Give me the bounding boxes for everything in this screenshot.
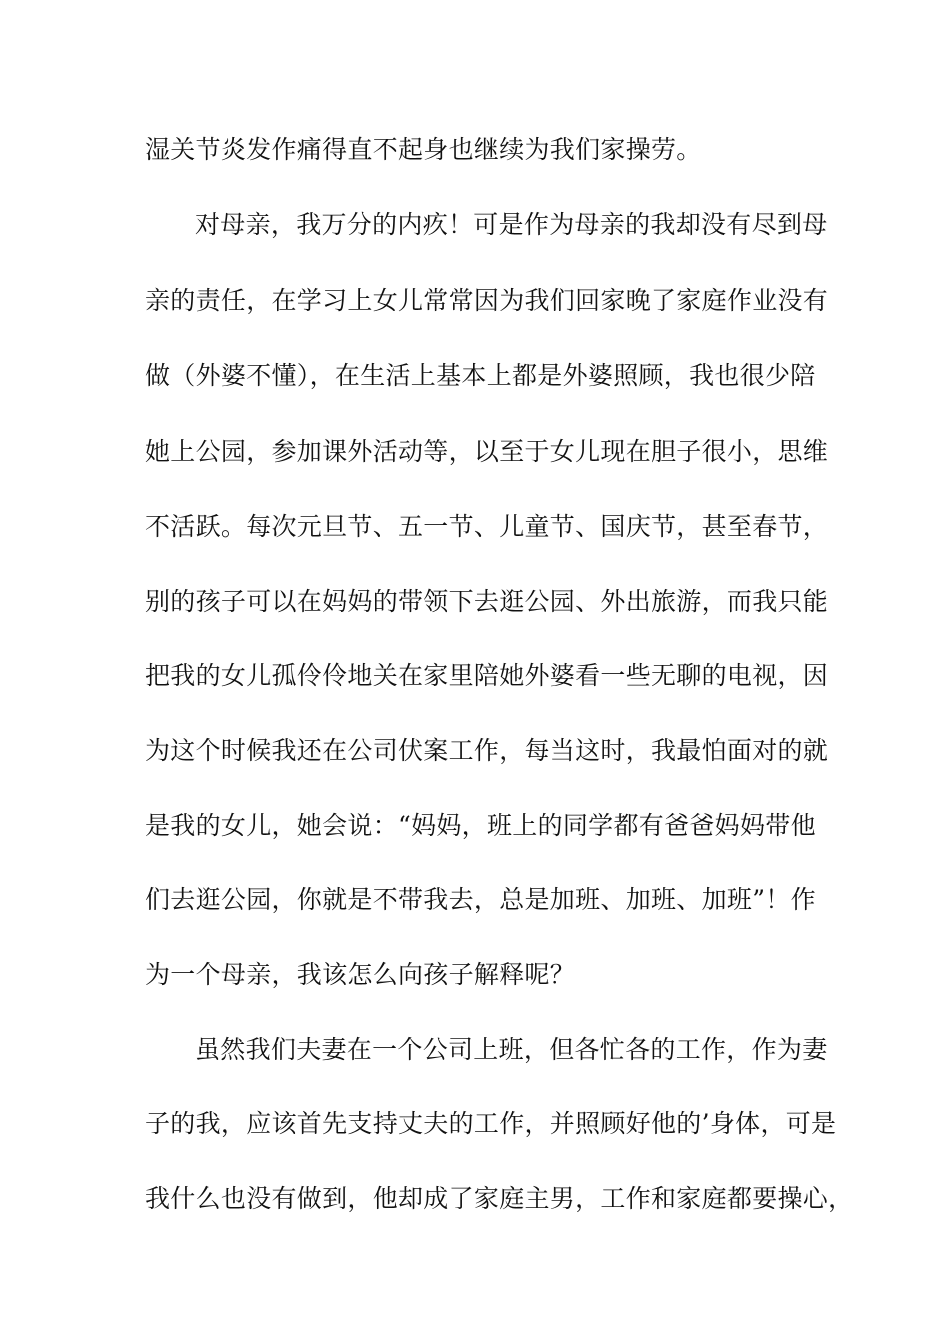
text-line: 把我的女儿孤伶伶地关在家里陪她外婆看一些无聊的电视，因 — [145, 661, 829, 690]
text-line: 我什么也没有做到，他却成了家庭主男，工作和家庭都要操心， — [145, 1184, 854, 1213]
text-line: 为一个母亲，我该怎么向孩子解释呢？ — [145, 960, 576, 989]
text-line: 她上公园，参加课外活动等，以至于女儿现在胆子很小，思维 — [145, 437, 829, 466]
text-line: 不活跃。每次元旦节、五一节、儿童节、国庆节，甚至春节， — [145, 512, 829, 541]
text-line: 湿关节炎发作痛得直不起身也继续为我们家操劳。 — [145, 135, 702, 164]
text-line: 子的我，应该首先支持丈夫的工作，并照顾好他的’身体，可是 — [145, 1109, 837, 1138]
text-line: 虽然我们夫妻在一个公司上班，但各忙各的工作，作为妻 — [195, 1035, 828, 1064]
text-line: 对母亲，我万分的内疚！可是作为母亲的我却没有尽到母 — [195, 210, 828, 239]
text-line: 们去逛公园，你就是不带我去，总是加班、加班、加班”！作 — [145, 885, 816, 914]
text-line: 是我的女儿，她会说：“妈妈，班上的同学都有爸爸妈妈带他 — [145, 811, 816, 840]
text-line: 亲的责任，在学习上女儿常常因为我们回家晚了家庭作业没有 — [145, 286, 829, 315]
text-line: 别的孩子可以在妈妈的带领下去逛公园、外出旅游，而我只能 — [145, 587, 829, 616]
text-line: 做（外婆不懂），在生活上基本上都是外婆照顾，我也很少陪 — [145, 361, 816, 390]
text-line: 为这个时候我还在公司伏案工作，每当这时，我最怕面对的就 — [145, 736, 829, 765]
